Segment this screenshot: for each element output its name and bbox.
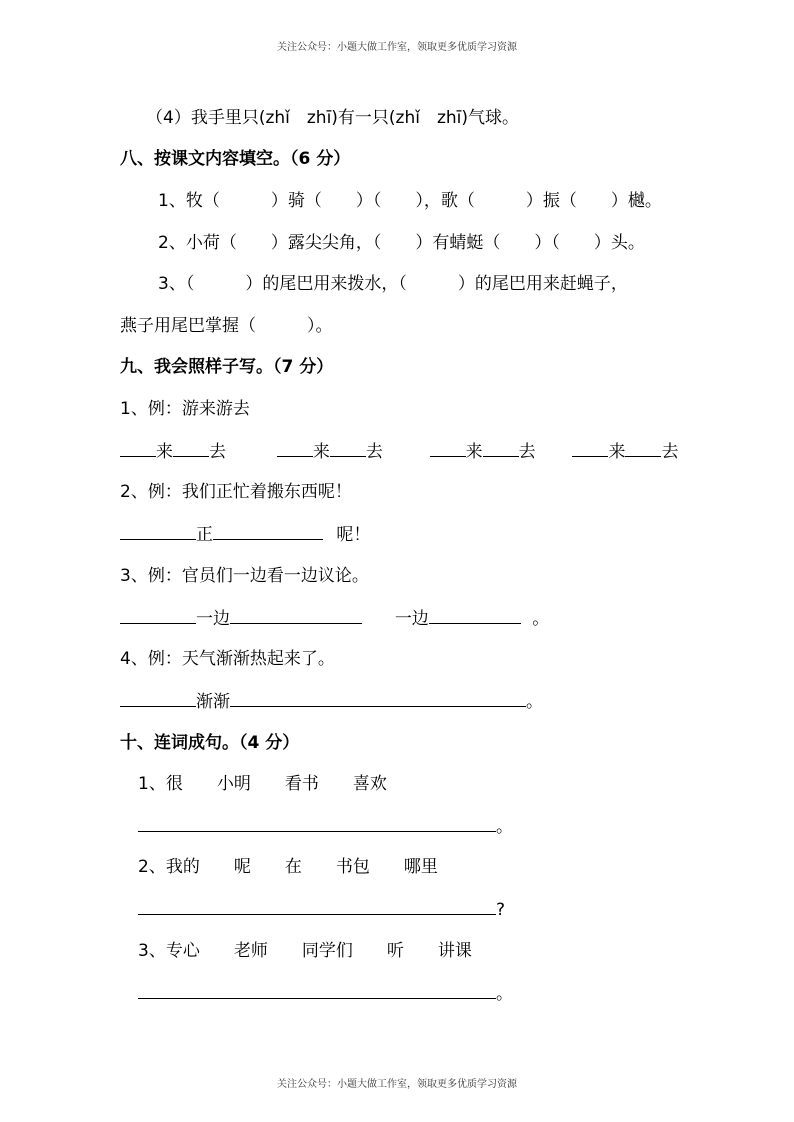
example-2: 2、例：我们正忙着搬东西呢！ (120, 482, 352, 502)
answer-blank[interactable] (120, 690, 196, 707)
example-1: 1、例：游来游去 (120, 399, 250, 419)
example-4-blanks: 渐渐 。 (120, 690, 543, 713)
section-8-line-3: 3、（ ）的尾巴用来拨水，（ ）的尾巴用来赶蝇子， (158, 274, 628, 294)
question-7-item-4: （4）我手里只(zhǐ zhī)有一只(zhǐ zhī)气球。 (146, 108, 520, 128)
sentence-3-words: 3、专心 老师 同学们 听 讲课 (138, 941, 472, 961)
example-3-blanks: 一边 一边 。 (120, 607, 549, 630)
answer-blank[interactable] (625, 440, 661, 457)
answer-blank[interactable] (120, 607, 196, 624)
page-footer: 关注公众号：小题大做工作室，领取更多优质学习资源 (277, 1079, 517, 1090)
answer-blank[interactable] (230, 607, 362, 624)
answer-blank[interactable] (120, 523, 196, 540)
answer-blank[interactable] (138, 982, 496, 999)
example-3: 3、例：官员们一边看一边议论。 (120, 566, 369, 586)
section-8-title: 八、按课文内容填空。（6 分） (120, 149, 351, 169)
sentence-1-words: 1、很 小明 看书 喜欢 (138, 774, 387, 794)
section-8-line-4: 燕子用尾巴掌握（ ）。 (120, 316, 333, 336)
answer-blank[interactable] (213, 523, 323, 540)
answer-blank[interactable] (483, 440, 519, 457)
answer-blank[interactable] (430, 440, 466, 457)
example-4: 4、例：天气渐渐热起来了。 (120, 649, 335, 669)
answer-blank[interactable] (429, 607, 521, 624)
sentence-1-answer: 。 (138, 815, 513, 838)
answer-blank[interactable] (277, 440, 313, 457)
sentence-3-answer: 。 (138, 982, 513, 1005)
section-8-line-1: 1、牧（ ）骑（ ）（ ），歌（ ）振（ ）樾。 (158, 191, 662, 211)
sentence-2-answer: ? (138, 898, 505, 921)
section-8-line-2: 2、小荷（ ）露尖尖角，（ ）有蜻蜓（ ）（ ）头。 (158, 233, 645, 253)
sentence-2-words: 2、我的 呢 在 书包 哪里 (138, 857, 438, 877)
answer-blank[interactable] (120, 440, 156, 457)
example-2-blanks: 正 呢！ (120, 523, 370, 546)
answer-blank[interactable] (330, 440, 366, 457)
answer-blank[interactable] (572, 440, 608, 457)
page-header: 关注公众号：小题大做工作室，领取更多优质学习资源 (277, 42, 517, 53)
answer-blank[interactable] (173, 440, 209, 457)
section-9-title: 九、我会照样子写。（7 分） (120, 357, 334, 377)
answer-blank[interactable] (138, 898, 496, 915)
answer-blank[interactable] (230, 690, 526, 707)
section-10-title: 十、连词成句。（4 分） (120, 733, 300, 753)
answer-blank[interactable] (138, 815, 496, 832)
example-1-blanks: 来 去 来 去 来 去 来 去 (120, 440, 678, 463)
